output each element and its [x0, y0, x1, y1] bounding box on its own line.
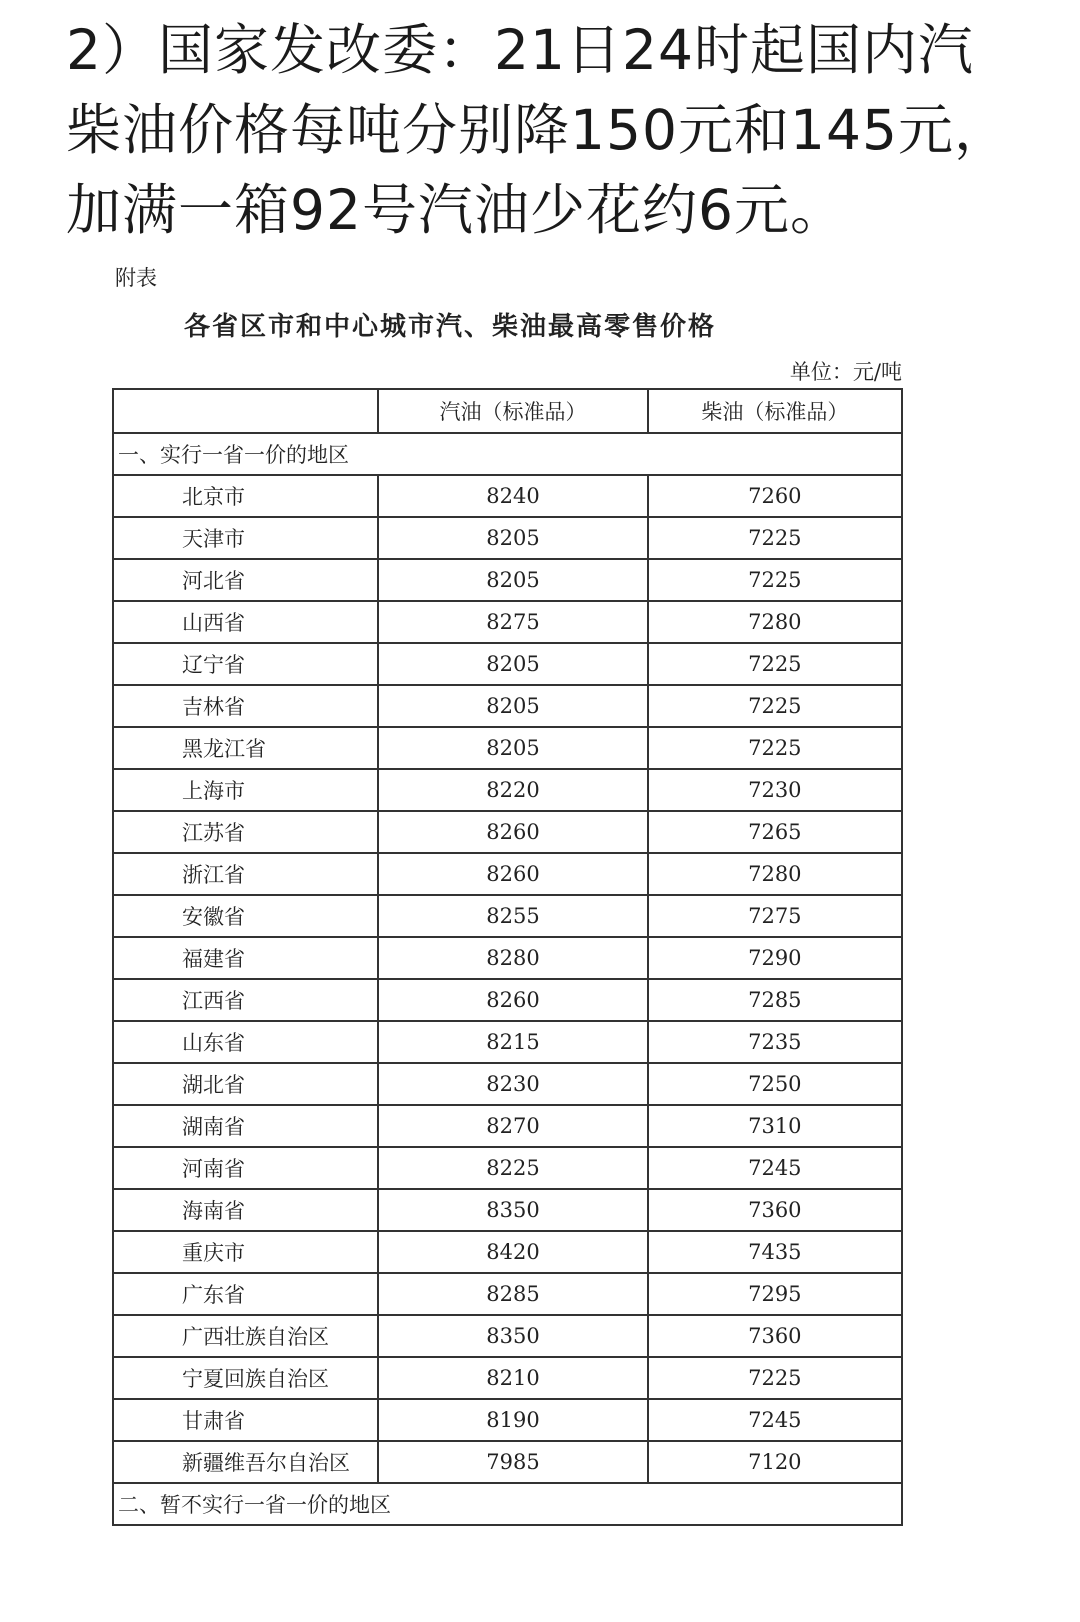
table-row	[113, 1147, 902, 1189]
header-gasoline: 汽油（标准品）	[378, 389, 647, 433]
table-row	[113, 1021, 902, 1063]
gasoline-price-cell: 8285	[378, 1273, 647, 1315]
region-cell: 湖南省	[113, 1105, 378, 1147]
diesel-price-cell: 7280	[648, 601, 902, 643]
section-row-2	[113, 1483, 902, 1525]
region-cell: 吉林省	[113, 685, 378, 727]
table-row	[113, 937, 902, 979]
diesel-price-cell: 7285	[648, 979, 902, 1021]
diesel-price-cell: 7265	[648, 811, 902, 853]
region-cell: 山东省	[113, 1021, 378, 1063]
region-cell: 广西壮族自治区	[113, 1315, 378, 1357]
gasoline-price-cell: 8260	[378, 811, 647, 853]
table-row	[113, 1357, 902, 1399]
region-cell: 福建省	[113, 937, 378, 979]
diesel-price-cell: 7120	[648, 1441, 902, 1483]
diesel-price-cell: 7225	[648, 517, 902, 559]
diesel-price-cell: 7245	[648, 1399, 902, 1441]
gasoline-price-cell: 8225	[378, 1147, 647, 1189]
diesel-price-cell: 7235	[648, 1021, 902, 1063]
section-2-label: 二、暂不实行一省一价的地区	[113, 1483, 902, 1525]
table-title: 各省区市和中心城市汽、柴油最高零售价格	[183, 312, 716, 342]
diesel-price-cell: 7360	[648, 1315, 902, 1357]
gasoline-price-cell: 8280	[378, 937, 647, 979]
gasoline-price-cell: 8240	[378, 475, 647, 517]
table-row	[113, 853, 902, 895]
table-row	[113, 811, 902, 853]
table-row	[113, 475, 902, 517]
region-cell: 重庆市	[113, 1231, 378, 1273]
region-cell: 海南省	[113, 1189, 378, 1231]
gasoline-price-cell: 8230	[378, 1063, 647, 1105]
gasoline-price-cell: 8205	[378, 559, 647, 601]
table-row	[113, 1063, 902, 1105]
table-row	[113, 1105, 902, 1147]
table-row	[113, 895, 902, 937]
table-row	[113, 601, 902, 643]
region-cell: 黑龙江省	[113, 727, 378, 769]
gasoline-price-cell: 8270	[378, 1105, 647, 1147]
region-cell: 新疆维吾尔自治区	[113, 1441, 378, 1483]
table-row	[113, 685, 902, 727]
unit-label: 单位：元/吨	[789, 360, 902, 384]
diesel-price-cell: 7435	[648, 1231, 902, 1273]
diesel-price-cell: 7225	[648, 559, 902, 601]
gasoline-price-cell: 8190	[378, 1399, 647, 1441]
region-cell: 山西省	[113, 601, 378, 643]
table-row	[113, 1273, 902, 1315]
diesel-price-cell: 7275	[648, 895, 902, 937]
gasoline-price-cell: 8205	[378, 727, 647, 769]
gasoline-price-cell: 8420	[378, 1231, 647, 1273]
table-row	[113, 1399, 902, 1441]
diesel-price-cell: 7225	[648, 727, 902, 769]
table-row	[113, 1441, 902, 1483]
table-row	[113, 727, 902, 769]
gasoline-price-cell: 8215	[378, 1021, 647, 1063]
gasoline-price-cell: 8260	[378, 853, 647, 895]
region-cell: 宁夏回族自治区	[113, 1357, 378, 1399]
region-cell: 上海市	[113, 769, 378, 811]
gasoline-price-cell: 7985	[378, 1441, 647, 1483]
region-cell: 河南省	[113, 1147, 378, 1189]
table-row	[113, 643, 902, 685]
gasoline-price-cell: 8260	[378, 979, 647, 1021]
table-header-row	[113, 389, 902, 433]
gasoline-price-cell: 8205	[378, 517, 647, 559]
gasoline-price-cell: 8205	[378, 643, 647, 685]
table-row	[113, 1231, 902, 1273]
region-cell: 湖北省	[113, 1063, 378, 1105]
region-cell: 北京市	[113, 475, 378, 517]
diesel-price-cell: 7290	[648, 937, 902, 979]
diesel-price-cell: 7360	[648, 1189, 902, 1231]
price-table	[112, 388, 903, 1526]
region-cell: 甘肃省	[113, 1399, 378, 1441]
diesel-price-cell: 7295	[648, 1273, 902, 1315]
appendix-label: 附表	[115, 266, 157, 290]
diesel-price-cell: 7225	[648, 1357, 902, 1399]
header-region	[113, 389, 378, 433]
gasoline-price-cell: 8275	[378, 601, 647, 643]
gasoline-price-cell: 8210	[378, 1357, 647, 1399]
table-row	[113, 1315, 902, 1357]
region-cell: 辽宁省	[113, 643, 378, 685]
diesel-price-cell: 7225	[648, 685, 902, 727]
diesel-price-cell: 7260	[648, 475, 902, 517]
gasoline-price-cell: 8205	[378, 685, 647, 727]
region-cell: 广东省	[113, 1273, 378, 1315]
diesel-price-cell: 7310	[648, 1105, 902, 1147]
region-cell: 江苏省	[113, 811, 378, 853]
diesel-price-cell: 7230	[648, 769, 902, 811]
headline: 2）国家发改委：21日24时起国内汽柴油价格每吨分别降150元和145元，加满一箱92号汽油少花约6元。	[66, 18, 1010, 242]
region-cell: 江西省	[113, 979, 378, 1021]
diesel-price-cell: 7245	[648, 1147, 902, 1189]
section-1-label: 一、实行一省一价的地区	[113, 433, 902, 475]
region-cell: 河北省	[113, 559, 378, 601]
table-row	[113, 979, 902, 1021]
table-row	[113, 559, 902, 601]
table-row	[113, 517, 902, 559]
region-cell: 浙江省	[113, 853, 378, 895]
region-cell: 安徽省	[113, 895, 378, 937]
gasoline-price-cell: 8255	[378, 895, 647, 937]
diesel-price-cell: 7250	[648, 1063, 902, 1105]
diesel-price-cell: 7280	[648, 853, 902, 895]
region-cell: 天津市	[113, 517, 378, 559]
gasoline-price-cell: 8350	[378, 1315, 647, 1357]
gasoline-price-cell: 8350	[378, 1189, 647, 1231]
header-diesel: 柴油（标准品）	[648, 389, 902, 433]
table-row	[113, 769, 902, 811]
diesel-price-cell: 7225	[648, 643, 902, 685]
gasoline-price-cell: 8220	[378, 769, 647, 811]
section-row-1	[113, 433, 902, 475]
table-row	[113, 1189, 902, 1231]
